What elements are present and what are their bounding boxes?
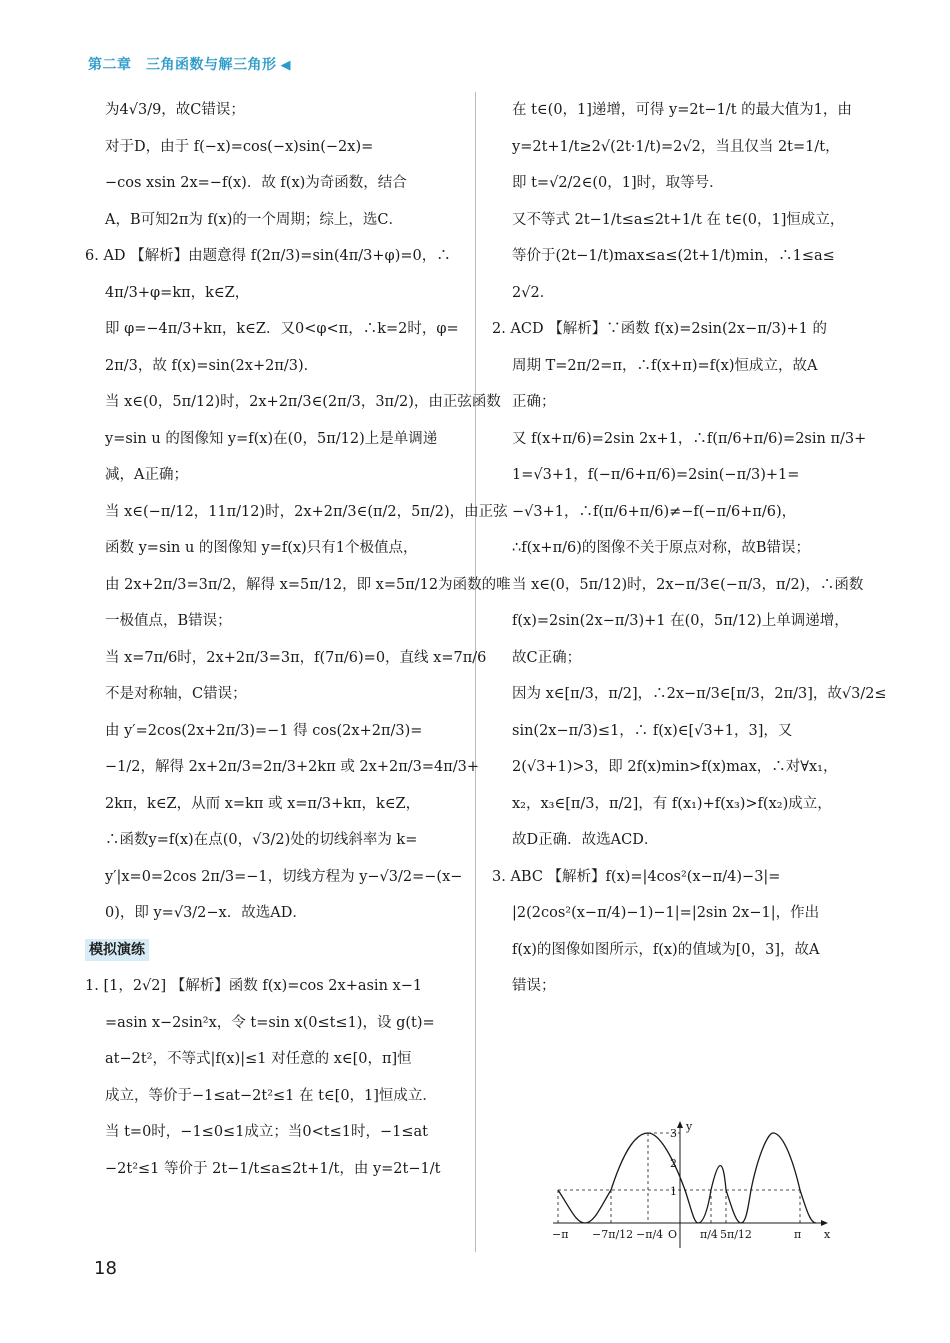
y-axis-label: y [686, 1120, 693, 1133]
problem-1-line: 1. [1，2√2] 【解析】函数 f(x)=cos 2x+asin x−1 [85, 978, 423, 994]
text-line: 4π/3+φ=kπ，k∈Z， [105, 284, 250, 301]
text-line: 0)，即 y=√3/2−x．故选AD． [105, 905, 307, 921]
tick-label-pi4: π/4 [700, 1228, 718, 1241]
problem-2-line: 2. ACD 【解析】∵函数 f(x)=2sin(2x−π/3)+1 的 [492, 321, 827, 337]
text-line: 成立，等价于−1≤at−2t²≤1 在 t∈[0，1]恒成立． [105, 1087, 437, 1104]
tick-label-neg-7pi12: −7π/12 [592, 1228, 634, 1241]
tick-label-y3: 3 [670, 1127, 677, 1140]
page-number: 18 [94, 1258, 117, 1279]
text-line: 不是对称轴，C错误； [105, 686, 247, 702]
text-line: 又不等式 2t−1/t≤a≤2t+1/t 在 t∈(0，1]恒成立， [512, 211, 845, 228]
tick-label-neg-pi: −π [552, 1228, 569, 1241]
text-line: x₂，x₃∈[π/3，π/2]，有 f(x₁)+f(x₃)>f(x₂)成立， [512, 795, 832, 812]
problem-3-line: 3. ABC 【解析】f(x)=|4cos²(x−π/4)−3|= [492, 868, 781, 885]
text-line: 由 y′=2cos(2x+2π/3)=−1 得 cos(2x+2π/3)= [105, 722, 423, 739]
text-line: at−2t²，不等式|f(x)|≤1 对任意的 x∈[0，π]恒 [105, 1051, 412, 1067]
function-graph [548, 1120, 838, 1255]
text-line: 等价于(2t−1/t)max≤a≤(2t+1/t)min，∴1≤a≤ [512, 248, 835, 264]
text-line: 由 2x+2π/3=3π/2，解得 x=5π/12，即 x=5π/12为函数的唯 [105, 576, 511, 593]
text-line: 又 f(x+π/6)=2sin 2x+1，∴f(π/6+π/6)=2sin π/3+ [512, 430, 867, 447]
text-line: 2(√3+1)>3，即 2f(x)min>f(x)max，∴对∀x₁， [512, 759, 838, 775]
text-line: |2(2cos²(x−π/4)−1)−1|=|2sin 2x−1|，作出 [512, 905, 820, 921]
text-line: 2kπ，k∈Z，从而 x=kπ 或 x=π/3+kπ，k∈Z， [105, 795, 421, 812]
text-line: ∴函数y=f(x)在点(0，√3/2)处的切线斜率为 k= [105, 832, 418, 848]
y-axis-arrow-icon [677, 1121, 683, 1128]
text-line: 当 x∈(0，5π/12)时，2x−π/3∈(−π/3，π/2)，∴函数 [512, 576, 864, 593]
text-line: 因为 x∈[π/3，π/2]，∴2x−π/3∈[π/3，2π/3]，故√3/2≤ [512, 686, 887, 702]
triangle-marker-icon: ◀ [280, 58, 291, 73]
function-curve [558, 1133, 816, 1223]
chapter-header [88, 54, 291, 74]
text-line: 在 t∈(0，1]递增，可得 y=2t−1/t 的最大值为1，由 [512, 102, 852, 118]
tick-label-pi: π [794, 1228, 802, 1241]
text-line: 当 t=0时，−1≤0≤1成立；当0<t≤1时，−1≤at [105, 1124, 429, 1140]
text-line: 2√2． [512, 284, 555, 301]
text-line: −√3+1，∴f(π/6+π/6)≠−f(−π/6+π/6)， [512, 503, 797, 520]
text-line: ∴f(x+π/6)的图像不关于原点对称，故B错误； [512, 540, 811, 556]
origin-label: O [668, 1228, 678, 1241]
tick-label-5pi12: 5π/12 [720, 1228, 752, 1241]
text-line: 即 φ=−4π/3+kπ，k∈Z．又0<φ<π，∴k=2时，φ= [105, 321, 459, 337]
left-column [85, 92, 511, 1187]
section-title: 模拟演练 [85, 939, 149, 961]
text-line: 当 x∈(0，5π/12)时，2x+2π/3∈(2π/3，3π/2)，由正弦函数 [105, 394, 501, 410]
text-line: −cos xsin 2x=−f(x)．故 f(x)为奇函数，结合 [105, 175, 407, 191]
text-line: 正确； [512, 394, 556, 410]
text-line: =asin x−2sin²x，令 t=sin x(0≤t≤1)，设 g(t)= [105, 1014, 435, 1031]
tick-label-neg-pi4: −π/4 [636, 1228, 664, 1241]
text-line: f(x)的图像如图所示，f(x)的值域为[0，3]，故A [512, 941, 820, 958]
right-column [492, 92, 887, 1005]
text-line: 错误； [512, 978, 556, 994]
text-line: 1=√3+1，f(−π/6+π/6)=2sin(−π/3)+1= [512, 467, 800, 483]
text-line: 一极值点，B错误； [105, 613, 232, 629]
text-line: 为4√3/9，故C错误； [105, 102, 245, 118]
x-axis-arrow-icon [821, 1220, 828, 1226]
text-line: 函数 y=sin u 的图像知 y=f(x)只有1个极值点， [105, 540, 418, 556]
text-line: 2π/3，故 f(x)=sin(2x+2π/3)． [105, 357, 319, 374]
text-line: A，B可知2π为 f(x)的一个周期；综上，选C． [105, 211, 403, 228]
text-line: y=2t+1/t≥2√(2t·1/t)=2√2，当且仅当 2t=1/t， [512, 138, 840, 155]
text-line: 故C正确； [512, 649, 582, 666]
text-line: y=sin u 的图像知 y=f(x)在(0，5π/12)上是单调递 [105, 430, 438, 447]
text-line: 当 x∈(−π/12，11π/12)时，2x+2π/3∈(π/2，5π/2)，由正弦 [105, 503, 508, 520]
text-line: −2t²≤1 等价于 2t−1/t≤a≤2t+1/t，由 y=2t−1/t [105, 1160, 441, 1177]
problem-6-line: 6. AD 【解析】由题意得 f(2π/3)=sin(4π/3+φ)=0，∴ [85, 248, 451, 264]
tick-label-y1: 1 [670, 1185, 677, 1198]
text-line: 周期 T=2π/2=π，∴f(x+π)=f(x)恒成立，故A [512, 357, 818, 374]
text-line: 当 x=7π/6时，2x+2π/3=3π，f(7π/6)=0，直线 x=7π/6 [105, 649, 487, 666]
text-line: sin(2x−π/3)≤1，∴ f(x)∈[√3+1，3]，又 [512, 722, 793, 739]
text-line: 故D正确．故选ACD． [512, 832, 659, 848]
text-line: f(x)=2sin(2x−π/3)+1 在(0，5π/12)上单调递增， [512, 613, 849, 629]
text-line: 即 t=√2/2∈(0，1]时，取等号． [512, 175, 724, 191]
chapter-title: 第二章 三角函数与解三角形 [88, 57, 277, 73]
text-line: 对于D，由于 f(−x)=cos(−x)sin(−2x)= [105, 138, 374, 155]
text-line: −1/2，解得 2x+2π/3=2π/3+2kπ 或 2x+2π/3=4π/3+ [105, 759, 480, 775]
tick-label-y2: 2 [670, 1157, 677, 1170]
x-axis-label: x [824, 1228, 831, 1241]
text-line: 减，A正确； [105, 467, 188, 483]
text-line: y′|x=0=2cos 2π/3=−1，切线方程为 y−√3/2=−(x− [105, 868, 463, 885]
